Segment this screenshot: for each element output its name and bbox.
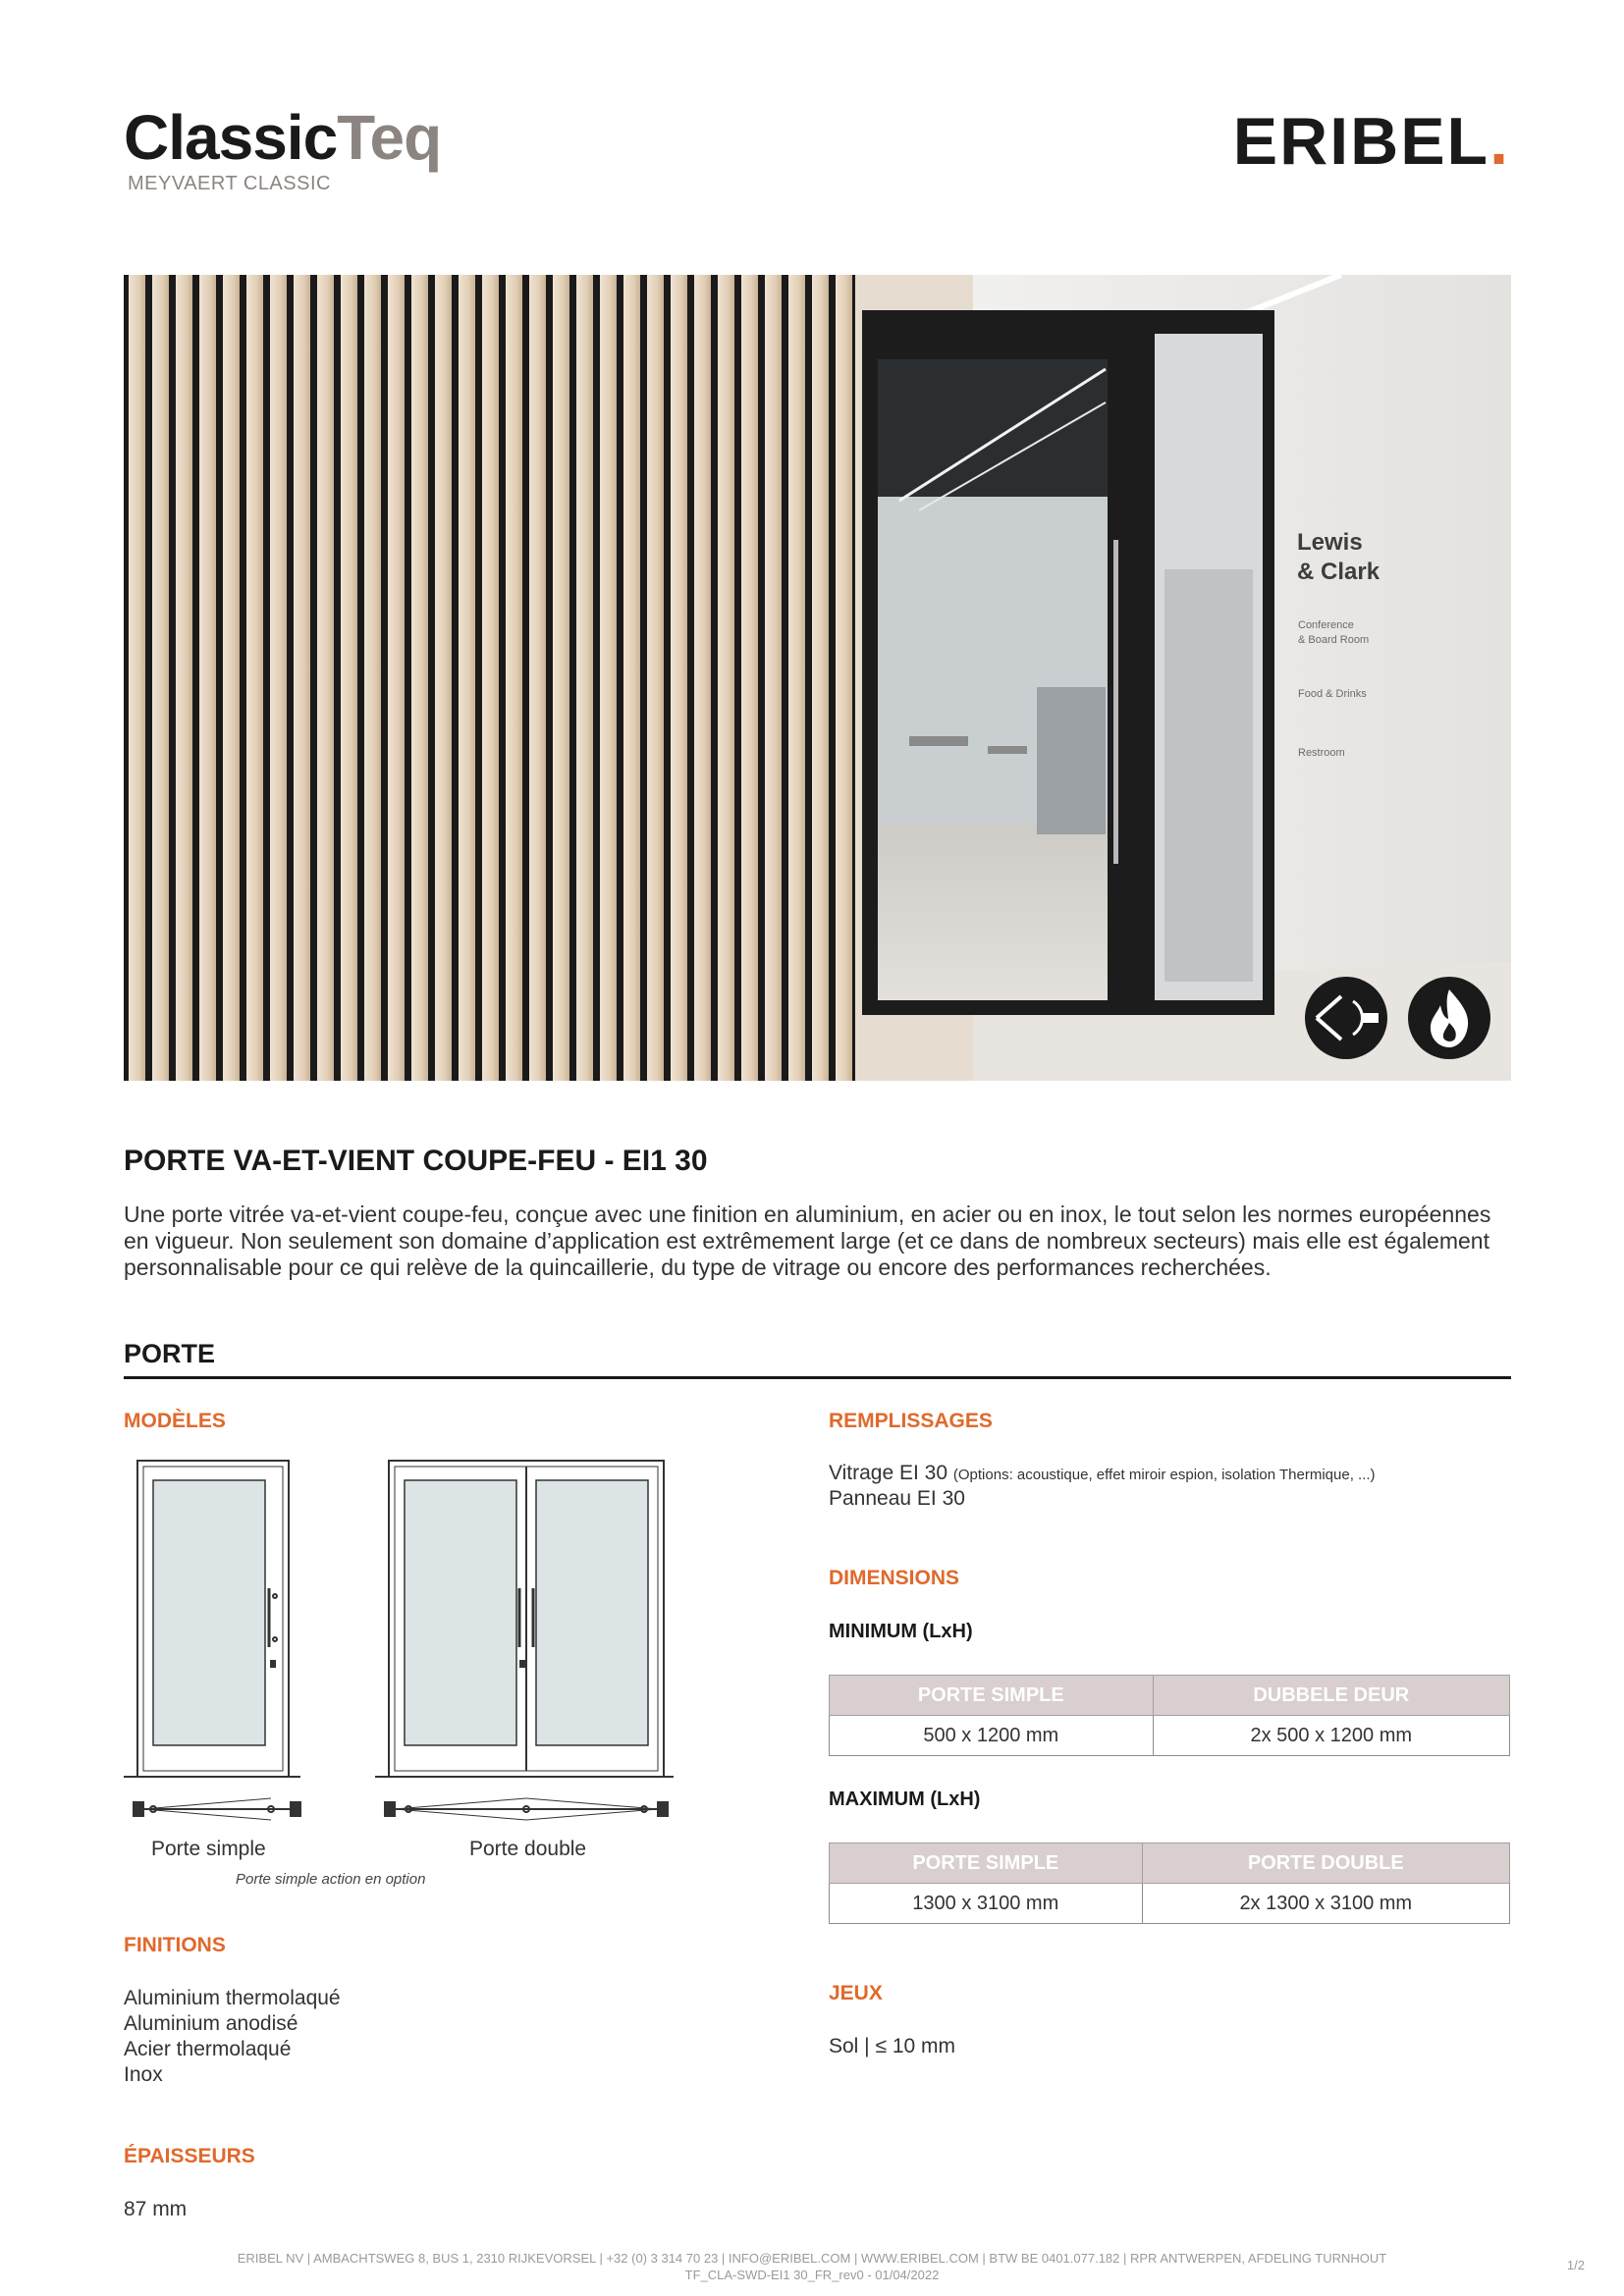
table-row bbox=[830, 1884, 1510, 1924]
vitrage-line bbox=[829, 1461, 1376, 1488]
fire-icon bbox=[1408, 977, 1490, 1059]
logo-name: ERIBEL bbox=[1232, 104, 1490, 179]
finition-item: Aluminium thermolaqué bbox=[124, 1987, 341, 2009]
table-row bbox=[830, 1716, 1510, 1756]
hero-photo bbox=[124, 275, 1511, 1081]
section-divider bbox=[124, 1376, 1511, 1379]
footer-address: ERIBEL NV | AMBACHTSWEG 8, BUS 1, 2310 RIJKEVORSEL | +32 (0) 3 314 70 23 | INFO@ERIBEL.COM | WWW.ERIBEL.COM | BTW BE 0401.077.182 | RPR ANTWERPEN, AFDELING TURNHOUT bbox=[237, 2251, 1387, 2266]
vitrage-options: (Options: acoustique, effet miroir espion, isolation Thermique, ...) bbox=[952, 1467, 1376, 1483]
single-door-label: Porte simple bbox=[151, 1838, 266, 1860]
finitions-heading: FINITIONS bbox=[124, 1934, 226, 1956]
sign-line-4: Restroom bbox=[1298, 747, 1345, 759]
sign-line-2: & Board Room bbox=[1298, 634, 1370, 646]
table-cell: 2x 1300 x 3100 mm bbox=[1142, 1884, 1509, 1924]
finition-item: Inox bbox=[124, 2063, 163, 2086]
eribel-logo bbox=[1232, 104, 1510, 179]
table-cell: 500 x 1200 mm bbox=[830, 1716, 1154, 1756]
table-cell: 2x 500 x 1200 mm bbox=[1153, 1716, 1509, 1756]
models-note: Porte simple action en option bbox=[236, 1871, 426, 1888]
brand-teq: Teq bbox=[337, 102, 442, 173]
vitrage-text: Vitrage EI 30 bbox=[829, 1462, 948, 1484]
page-title: PORTE VA-ET-VIENT COUPE-FEU - EI1 30 bbox=[124, 1145, 708, 1177]
maximum-table bbox=[829, 1842, 1510, 1924]
footer bbox=[0, 2250, 1624, 2283]
brand-classic: Classic bbox=[124, 102, 338, 173]
double-door-label: Porte double bbox=[469, 1838, 587, 1860]
jeux-heading: JEUX bbox=[829, 1982, 883, 2004]
jeux-value: Sol | ≤ 10 mm bbox=[829, 2035, 956, 2057]
remplissages-heading: REMPLISSAGES bbox=[829, 1410, 993, 1432]
sign-line-1: Conference bbox=[1298, 619, 1354, 631]
minimum-label: MINIMUM (LxH) bbox=[829, 1621, 973, 1642]
minimum-table bbox=[829, 1675, 1510, 1756]
page-number: 1/2 bbox=[1566, 2258, 1585, 2272]
footer-reference: TF_CLA-SWD-EI1 30_FR_rev0 - 01/04/2022 bbox=[684, 2268, 940, 2282]
double-door-elevation bbox=[375, 1461, 674, 1777]
logo-dot: . bbox=[1489, 104, 1510, 179]
double-door-plan bbox=[385, 1798, 668, 1820]
epaisseurs-heading: ÉPAISSEURS bbox=[124, 2145, 255, 2167]
sign-title-1: Lewis bbox=[1297, 529, 1363, 556]
hero-photo-illustration bbox=[124, 275, 1511, 1081]
finitions-list bbox=[124, 1986, 341, 2088]
sign-line-3: Food & Drinks bbox=[1298, 688, 1367, 700]
door-models-diagram bbox=[124, 1451, 674, 1843]
porte-heading: PORTE bbox=[124, 1339, 216, 1368]
swing-door-icon bbox=[1305, 977, 1387, 1059]
brand-subtitle: MEYVAERT CLASSIC bbox=[128, 173, 331, 194]
epaisseurs-value: 87 mm bbox=[124, 2198, 188, 2220]
intro-paragraph: Une porte vitrée va-et-vient coupe-feu, conçue avec une finition en aluminium, en acier ou en inox, le tout selon les normes européennes en vigueur. Non seulement son domaine d’application est extrêmement large (et ce dans de nombreux secteurs) mais elle est également personnalisable pour ce qui relève de la quincaillerie, du type de vitrage ou encore des performances recherchées. bbox=[124, 1201, 1491, 1280]
models-heading: MODÈLES bbox=[124, 1410, 226, 1432]
dimensions-heading: DIMENSIONS bbox=[829, 1567, 960, 1589]
table-header-cell: DUBBELE DEUR bbox=[1153, 1676, 1509, 1716]
table-cell: 1300 x 3100 mm bbox=[830, 1884, 1143, 1924]
table-header-cell: PORTE SIMPLE bbox=[830, 1676, 1154, 1716]
panneau-text: Panneau EI 30 bbox=[829, 1487, 965, 1510]
finition-item: Aluminium anodisé bbox=[124, 2012, 298, 2035]
finition-item: Acier thermolaqué bbox=[124, 2038, 292, 2060]
maximum-label: MAXIMUM (LxH) bbox=[829, 1789, 981, 1810]
sign-title-2: & Clark bbox=[1297, 559, 1380, 585]
table-header-row bbox=[830, 1843, 1510, 1884]
single-door-plan bbox=[134, 1798, 300, 1820]
table-header-row bbox=[830, 1676, 1510, 1716]
single-door-elevation bbox=[124, 1461, 300, 1777]
brand-title bbox=[124, 102, 442, 173]
table-header-cell: PORTE DOUBLE bbox=[1142, 1843, 1509, 1884]
table-header-cell: PORTE SIMPLE bbox=[830, 1843, 1143, 1884]
